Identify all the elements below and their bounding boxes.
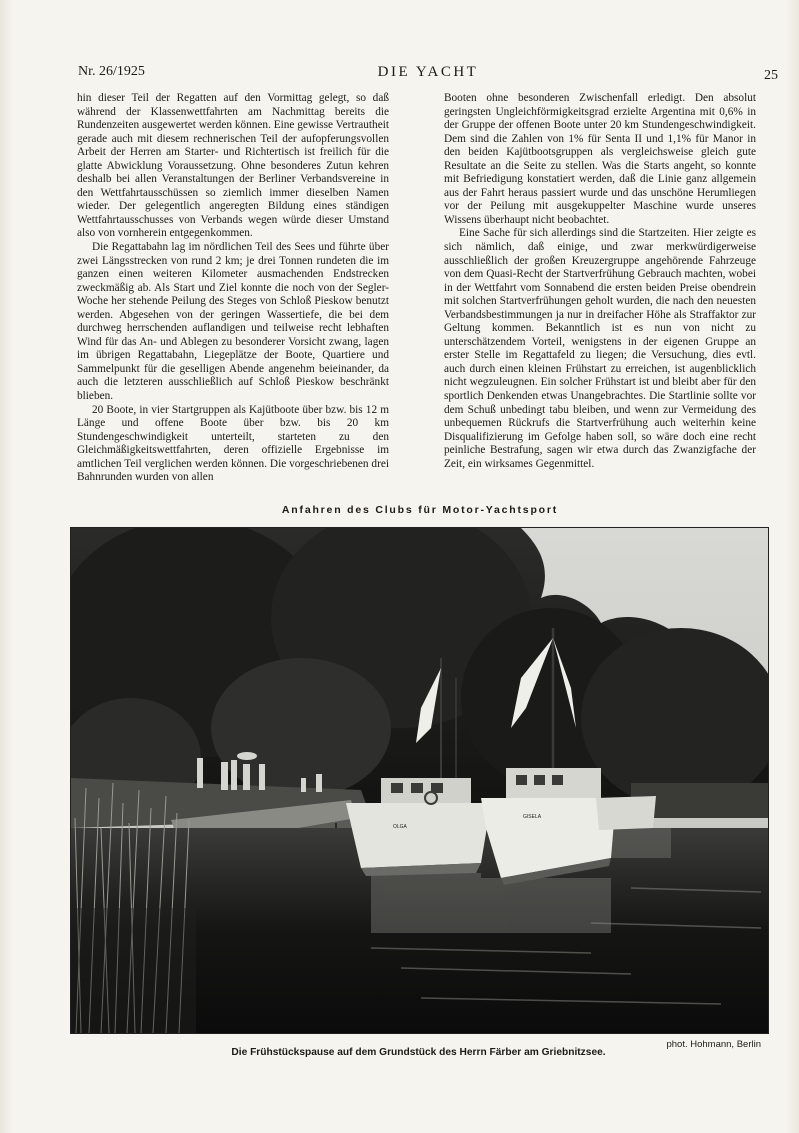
boat-name-gisela: GISELA (523, 814, 542, 820)
paragraph: Eine Sache für sich allerdings sind die Startzeiten. Hier zeigte es sich nämlich, daß einige, und zwar merkwürdigerweise ausschließlich der großen Kreuzergruppe angehörende Fahrzeuge von dem Quasi-Recht der Startverfrühung Gebrauch machten, wobei in der Wettfahrt vom Sonnabend die ersten beiden Preise obendrein mit solchen Startverfrühungen geholt wurden, die nach den neuesten Verbandsbestimmungen ja nur in dreifacher Höhe als Straffaktor zur Geltung kommen. Bekanntlich ist es nun von nicht zu unterschätzendem Vorteil, wenigstens in der eigenen Gruppe an erster Stelle im Regattafeld zu liegen; die Versuchung, dies evtl. auch durch einen kleinen Frühstart zu erreichen, ist augenblicklich nicht wegzuleugnen. Ein solcher Frühstart ist und bleibt aber für den sportlich Denkenden etwas Unangebrachtes. Die Startlinie sollte vor dem Schuß unbedingt tabu bleiben, und wenn zur Vermeidung des unbequemen Rückrufs die Startverfrühung auch weiterhin keine Disqualifizierung im Gefolge haben soll, so wäre doch eine recht peinliche Bestrafung, sagen wir etwa durch das Zwanzigfache der Zeit, ein wirksames Gegenmittel. (444, 227, 756, 470)
issue-number: Nr. 26/1925 (78, 64, 145, 79)
right-text-column (444, 92, 756, 471)
photograph-boats-at-pier (70, 527, 769, 1034)
page-header (78, 64, 778, 84)
left-text-column (77, 92, 389, 485)
paragraph: 20 Boote, in vier Startgruppen als Kajütboote über bzw. bis 12 m Länge und offene Boote über bzw. bis 20 km Stundengeschwindigkeit unterteilt, starteten zu den Gleichmäßigkeitswettfahrten, deren offizielle Ergebnisse im amtlichen Teil verglichen werden können. Die vorgeschriebenen drei Bahnrunden wurden von allen (77, 403, 389, 484)
paragraph: Booten ohne besonderen Zwischenfall erledigt. Den absolut geringsten Ungleichförmigkeitsgrad erzielte Argentina mit 0,6% in der Gruppe der offenen Boote unter 20 km Stundengeschwindigkeit. Dem sind die Zahlen von 1% für Senta II und 1,1% für Manor in den beiden Kajütbootsgruppen als vergleichsweise gleich gute Resultate an die Seite zu stellen. Was die Starts angeht, so konnte mit Befriedigung konstatiert werden, daß die Linie ganz allgemein aus der Fahrt heraus passiert wurde und das unschöne Herumliegen vor der Peilung mit ausgekuppelter Maschine wurde unseres Wissens überhaupt nicht beobachtet. (444, 92, 756, 226)
photo-caption: Die Frühstückspause auf dem Grundstück des Herrn Färber am Griebnitzsee. (231, 1047, 606, 1058)
paragraph: hin dieser Teil der Regatten auf den Vormittag gelegt, so daß während der Klassenwettfahrten am Nachmittag bereits die Rundenzeiten ausgewertet werden können. Eine gewisse Vertrautheit gerade auch mit diesem rechnerischen Teil der aufopferungsvollen Arbeit der Herren am Starter- und Richtertisch ist freilich für die glatte Abwicklung Voraussetzung. Ohne besonderes Zutun kehren deshalb bei allen Veranstaltungen der Berliner Verbandsvereine in den Wettfahrtausschüssen so ziemlich immer dieselben Namen wieder. Der gelegentlich angeregten Bildung eines ständigen Wettfahrtausschusses von Verbands wegen würde dieser Umstand also von vornherein entgegenkommen. (77, 92, 389, 240)
page-number: 25 (764, 68, 778, 83)
paragraph: Die Regattabahn lag im nördlichen Teil des Sees und führte über zwei Längsstrecken von rund 2 km; je drei Tonnen rundeten die im ganzen einen weiteren Kilometer ausmachenden Endstrecken zweckmäßig ab. Als Start und Ziel konnte die noch von der Segler-Woche her stehende Peilung des Steges von Schloß Pieskow benutzt werden. Abgesehen von der geringen Wassertiefe, die bei dem durchweg herrschenden auflandigen und teilweise recht lebhaften Wind für das An- und Ablegen zu besonderer Vorsicht zwang, lagen im übrigen Regattabahn, Liegeplätze der Boote, Quartiere und Sammelpunkt für die geselligen Abende angenehm beieinander, da auch die letzteren ausschließlich auf Schloß Pieskow beschränkt blieben. (77, 241, 389, 403)
photo-credit: phot. Hohmann, Berlin (666, 1039, 761, 1050)
section-title: Anfahren des Clubs für Motor-Yachtsport (281, 504, 559, 516)
boat-name-olga: OLGA (393, 824, 407, 830)
magazine-title: DIE YACHT (377, 64, 479, 80)
